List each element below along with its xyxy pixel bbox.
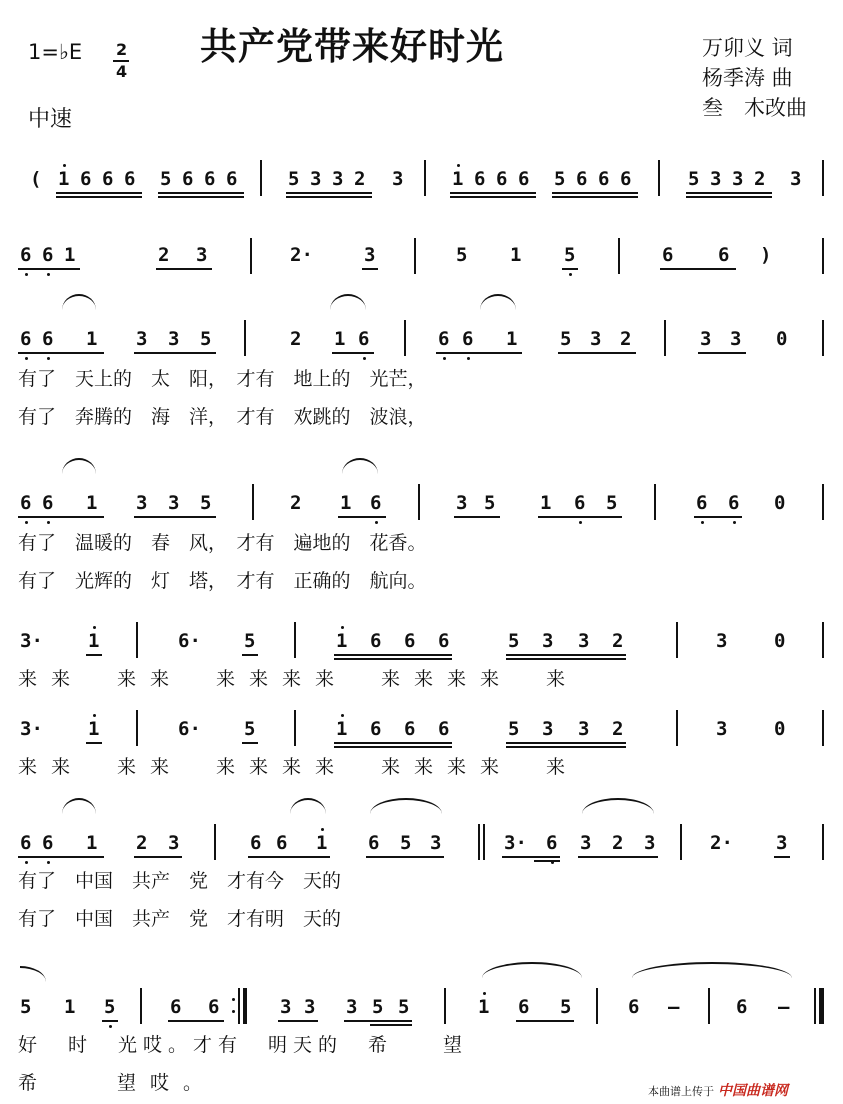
note: 1 xyxy=(88,718,100,740)
slur xyxy=(62,294,96,310)
note: 2 xyxy=(612,718,624,740)
note: 5 xyxy=(288,168,300,190)
note: 5 xyxy=(508,718,520,740)
note: 3 xyxy=(732,168,744,190)
bar-line xyxy=(658,160,660,196)
underline xyxy=(506,742,626,744)
note: 6 xyxy=(736,996,748,1018)
high-dot xyxy=(341,714,344,717)
note: 6 xyxy=(728,492,740,514)
repeat-bar-line xyxy=(238,988,240,1024)
note: 6 xyxy=(576,168,588,190)
high-dot xyxy=(63,164,66,167)
note: 6 xyxy=(20,492,32,514)
note: 2 xyxy=(620,328,632,350)
underline xyxy=(56,192,142,194)
note: 6 xyxy=(204,168,216,190)
note: 3 xyxy=(790,168,802,190)
lyric-line: 来来 来来 来来来来 来来来来 来 xyxy=(18,756,580,778)
note: 6 xyxy=(250,832,262,854)
note: 1 xyxy=(86,492,98,514)
note: 6 xyxy=(462,328,474,350)
low-dot xyxy=(569,273,572,276)
lyric-line: 来来 来来 来来来来 来来来来 来 xyxy=(18,668,580,690)
note: 3 xyxy=(700,328,712,350)
credit-arranger: 叁 木改曲 xyxy=(702,96,807,120)
note: 6 xyxy=(518,168,530,190)
note: 6 xyxy=(438,328,450,350)
bar-line xyxy=(676,622,678,658)
note: 0 xyxy=(774,718,786,740)
underline xyxy=(334,654,452,656)
note: 3· xyxy=(504,832,527,854)
note: 6 xyxy=(42,492,54,514)
bar-line xyxy=(618,238,620,274)
bar-line xyxy=(404,320,406,356)
note: 6 xyxy=(80,168,92,190)
bar-line xyxy=(822,824,824,860)
underline xyxy=(334,658,452,660)
note: 2 xyxy=(290,492,302,514)
note: 3 xyxy=(542,630,554,652)
slur xyxy=(632,962,792,978)
note: 2 xyxy=(290,328,302,350)
note: 5 xyxy=(244,718,256,740)
underline xyxy=(286,196,372,198)
low-dot xyxy=(25,521,28,524)
high-dot xyxy=(321,828,324,831)
slur xyxy=(582,798,654,814)
final-bar-line xyxy=(814,988,816,1024)
bar-line xyxy=(708,988,710,1024)
note: – xyxy=(668,996,680,1018)
underline xyxy=(562,268,578,270)
note: 6· xyxy=(178,630,201,652)
bar-line xyxy=(680,824,682,860)
high-dot xyxy=(483,992,486,995)
underline xyxy=(506,658,626,660)
note: 3 xyxy=(580,832,592,854)
high-dot xyxy=(341,626,344,629)
underline xyxy=(436,352,522,354)
underline xyxy=(242,654,258,656)
note: 6 xyxy=(404,718,416,740)
note: 3 xyxy=(136,328,148,350)
note: 3 xyxy=(578,718,590,740)
bar-line xyxy=(244,320,246,356)
slur xyxy=(370,798,442,814)
bar-line xyxy=(822,484,824,520)
underline xyxy=(774,856,790,858)
note: 6 xyxy=(662,244,674,266)
slur xyxy=(342,458,378,474)
note: 3 xyxy=(310,168,322,190)
underline xyxy=(86,742,102,744)
note: 3 xyxy=(136,492,148,514)
underline xyxy=(334,746,452,748)
note: 5 xyxy=(606,492,618,514)
low-dot xyxy=(25,273,28,276)
note: 2 xyxy=(354,168,366,190)
bar-line xyxy=(136,622,138,658)
bar-line xyxy=(214,824,216,860)
underline xyxy=(158,192,244,194)
underline xyxy=(552,192,638,194)
note: 5 xyxy=(160,168,172,190)
note: 5 xyxy=(554,168,566,190)
underline xyxy=(552,196,638,198)
note: 6 xyxy=(496,168,508,190)
bar-line xyxy=(654,484,656,520)
bar-line xyxy=(822,622,824,658)
slur xyxy=(20,966,46,982)
high-dot xyxy=(93,714,96,717)
low-dot xyxy=(579,521,582,524)
note: 2 xyxy=(158,244,170,266)
note: 0 xyxy=(774,630,786,652)
bar-line xyxy=(424,160,426,196)
note: 1 xyxy=(64,996,76,1018)
low-dot xyxy=(551,861,554,864)
note: 1 xyxy=(88,630,100,652)
bar-line xyxy=(136,710,138,746)
note: 5 xyxy=(456,244,468,266)
lyric-line: 有了 中国 共产 党 才有明 天的 xyxy=(18,908,342,930)
bar-line xyxy=(140,988,142,1024)
note: 6 xyxy=(42,328,54,350)
note: 6 xyxy=(438,630,450,652)
time-signature-top: 2 xyxy=(116,40,128,59)
note: 6· xyxy=(178,718,201,740)
note: 6 xyxy=(438,718,450,740)
note: 2 xyxy=(136,832,148,854)
note: 1 xyxy=(336,630,348,652)
note: 3 xyxy=(716,630,728,652)
note: 6 xyxy=(370,718,382,740)
note: 3 xyxy=(304,996,316,1018)
note: 5 xyxy=(244,630,256,652)
underline xyxy=(134,352,216,354)
slur xyxy=(62,458,96,474)
note: 2 xyxy=(612,630,624,652)
note: 5 xyxy=(400,832,412,854)
underline xyxy=(102,1020,118,1022)
underline xyxy=(516,1020,574,1022)
note: 1 xyxy=(340,492,352,514)
note: 6 xyxy=(42,832,54,854)
bar-line xyxy=(252,484,254,520)
note: 1 xyxy=(506,328,518,350)
note: 5 xyxy=(688,168,700,190)
underline xyxy=(18,516,104,518)
note: 2 xyxy=(754,168,766,190)
note: 6 xyxy=(518,996,530,1018)
bar-line xyxy=(596,988,598,1024)
bar-line xyxy=(444,988,446,1024)
underline xyxy=(134,856,182,858)
underline xyxy=(362,268,378,270)
underline xyxy=(278,1020,318,1022)
high-dot xyxy=(93,626,96,629)
note: 3 xyxy=(710,168,722,190)
note: 6 xyxy=(620,168,632,190)
note: 3 xyxy=(332,168,344,190)
bar-line xyxy=(822,710,824,746)
note: 3 xyxy=(364,244,376,266)
site-logo[interactable]: 中国曲谱网 xyxy=(718,1083,788,1099)
note: 5 xyxy=(200,492,212,514)
note: 6 xyxy=(598,168,610,190)
high-dot xyxy=(457,164,460,167)
note: 6 xyxy=(182,168,194,190)
note: 5 xyxy=(560,996,572,1018)
note: 3· xyxy=(20,718,43,740)
bar-line xyxy=(418,484,420,520)
note: 6 xyxy=(226,168,238,190)
underline xyxy=(18,856,104,858)
note: 1 xyxy=(58,168,70,190)
note: 6 xyxy=(474,168,486,190)
bar-line xyxy=(250,238,252,274)
note: 3 xyxy=(776,832,788,854)
note: 3 xyxy=(392,168,404,190)
note: 3 xyxy=(196,244,208,266)
note: 6 xyxy=(102,168,114,190)
note: 6 xyxy=(370,492,382,514)
underline xyxy=(18,268,80,270)
note: 3 xyxy=(644,832,656,854)
low-dot xyxy=(47,521,50,524)
note: 6 xyxy=(370,630,382,652)
note: 6 xyxy=(20,244,32,266)
final-bar-line xyxy=(819,988,824,1024)
note: 3 xyxy=(168,492,180,514)
note: 6 xyxy=(404,630,416,652)
note: 5 xyxy=(372,996,384,1018)
note: 6 xyxy=(358,328,370,350)
tempo-marking: 中速 xyxy=(28,107,73,132)
bar-line xyxy=(822,238,824,274)
note: 0 xyxy=(776,328,788,350)
low-dot xyxy=(47,861,50,864)
note: 5 xyxy=(560,328,572,350)
lyric-line: 有了 中国 共产 党 才有今 天的 xyxy=(18,870,342,892)
underline xyxy=(698,352,746,354)
underline xyxy=(334,742,452,744)
slur xyxy=(62,798,96,814)
underline xyxy=(366,856,444,858)
bar-line xyxy=(664,320,666,356)
repeat-dot xyxy=(232,1010,235,1013)
song-title: 共产党带来好时光 xyxy=(200,25,504,68)
note: 1 xyxy=(452,168,464,190)
lyric-line: 有了 温暖的 春 风， 才有 遍地的 花香。 xyxy=(18,532,427,554)
bar-line xyxy=(414,238,416,274)
underline xyxy=(506,654,626,656)
underline xyxy=(242,742,258,744)
note: 5 xyxy=(564,244,576,266)
low-dot xyxy=(733,521,736,524)
note: 3 xyxy=(430,832,442,854)
note: 5 xyxy=(20,996,32,1018)
note: 6 xyxy=(718,244,730,266)
note: 6 xyxy=(368,832,380,854)
low-dot xyxy=(47,273,50,276)
note: 5 xyxy=(104,996,116,1018)
note: 0 xyxy=(774,492,786,514)
note: 5 xyxy=(508,630,520,652)
note: 3 xyxy=(168,328,180,350)
bar-line xyxy=(676,710,678,746)
note: ( xyxy=(30,168,42,190)
underline xyxy=(506,746,626,748)
underline xyxy=(56,196,142,198)
lyric-line: 好 时 光哎。才有 明天的 希 望 xyxy=(18,1034,469,1056)
low-dot xyxy=(109,1025,112,1028)
note: 6 xyxy=(696,492,708,514)
underline xyxy=(502,856,560,858)
low-dot xyxy=(375,521,378,524)
underline xyxy=(338,516,386,518)
note: 6 xyxy=(574,492,586,514)
slur xyxy=(482,962,582,978)
note: 6 xyxy=(20,832,32,854)
bar-line xyxy=(294,710,296,746)
underline xyxy=(694,516,742,518)
slur xyxy=(480,294,516,310)
low-dot xyxy=(443,357,446,360)
bar-line xyxy=(822,160,824,196)
note: 2 xyxy=(612,832,624,854)
note: 6 xyxy=(42,244,54,266)
note: 6 xyxy=(124,168,136,190)
underline xyxy=(18,352,104,354)
low-dot xyxy=(701,521,704,524)
underline xyxy=(538,516,622,518)
note: 3 xyxy=(590,328,602,350)
lyric-line: 希 望哎。 xyxy=(18,1072,217,1094)
underline xyxy=(248,856,330,858)
credit-lyricist: 万卯义 词 xyxy=(702,36,793,60)
note: 2· xyxy=(290,244,313,266)
bar-line xyxy=(260,160,262,196)
underline xyxy=(558,352,636,354)
note: 6 xyxy=(628,996,640,1018)
underline xyxy=(686,192,772,194)
footer-text: 本曲谱上传于 xyxy=(648,1085,714,1098)
note: 6 xyxy=(170,996,182,1018)
note: 3· xyxy=(20,630,43,652)
time-signature-bottom: 4 xyxy=(116,62,128,81)
note: 1 xyxy=(316,832,328,854)
underline xyxy=(86,654,102,656)
note: 3 xyxy=(346,996,358,1018)
note: 5 xyxy=(484,492,496,514)
slur xyxy=(330,294,366,310)
bar-line xyxy=(822,320,824,356)
repeat-dot xyxy=(232,998,235,1001)
underline xyxy=(578,856,658,858)
note: – xyxy=(778,996,790,1018)
credit-composer: 杨季涛 曲 xyxy=(702,66,793,90)
underline xyxy=(134,516,216,518)
underline xyxy=(660,268,736,270)
note: 3 xyxy=(716,718,728,740)
low-dot xyxy=(25,357,28,360)
note: 1 xyxy=(64,244,76,266)
note: 3 xyxy=(542,718,554,740)
bar-line xyxy=(483,824,485,860)
lyric-line: 有了 奔腾的 海 洋， 才有 欢跳的 波浪， xyxy=(18,406,427,428)
underline xyxy=(168,1020,224,1022)
note: 6 xyxy=(20,328,32,350)
note: 5 xyxy=(200,328,212,350)
note: 3 xyxy=(730,328,742,350)
note: 1 xyxy=(478,996,490,1018)
underline xyxy=(158,196,244,198)
lyric-line: 有了 光辉的 灯 塔， 才有 正确的 航向。 xyxy=(18,570,427,592)
underline xyxy=(286,192,372,194)
note: 3 xyxy=(168,832,180,854)
low-dot xyxy=(47,357,50,360)
low-dot xyxy=(363,357,366,360)
bar-line xyxy=(294,622,296,658)
bar-line xyxy=(478,824,480,860)
underline xyxy=(344,1020,412,1022)
footer-source xyxy=(648,1080,788,1100)
note: 5 xyxy=(398,996,410,1018)
underline xyxy=(534,860,560,862)
note: 3 xyxy=(456,492,468,514)
note: 1 xyxy=(334,328,346,350)
note: 6 xyxy=(546,832,558,854)
note: 3 xyxy=(280,996,292,1018)
slur xyxy=(290,798,326,814)
underline xyxy=(454,516,500,518)
underline xyxy=(450,196,536,198)
note: 3 xyxy=(578,630,590,652)
note: 6 xyxy=(208,996,220,1018)
low-dot xyxy=(467,357,470,360)
low-dot xyxy=(25,861,28,864)
lyric-line: 有了 天上的 太 阳， 才有 地上的 光芒， xyxy=(18,368,427,390)
note: 1 xyxy=(86,832,98,854)
repeat-bar-line xyxy=(243,988,247,1024)
underline xyxy=(332,352,374,354)
note: 1 xyxy=(336,718,348,740)
underline xyxy=(686,196,772,198)
note: 2· xyxy=(710,832,733,854)
underline xyxy=(450,192,536,194)
note: 1 xyxy=(540,492,552,514)
key-signature: 1=♭E xyxy=(28,40,83,64)
note: ) xyxy=(760,244,772,266)
underline xyxy=(156,268,212,270)
note: 6 xyxy=(276,832,288,854)
underline xyxy=(370,1024,412,1026)
note: 1 xyxy=(510,244,522,266)
note: 1 xyxy=(86,328,98,350)
